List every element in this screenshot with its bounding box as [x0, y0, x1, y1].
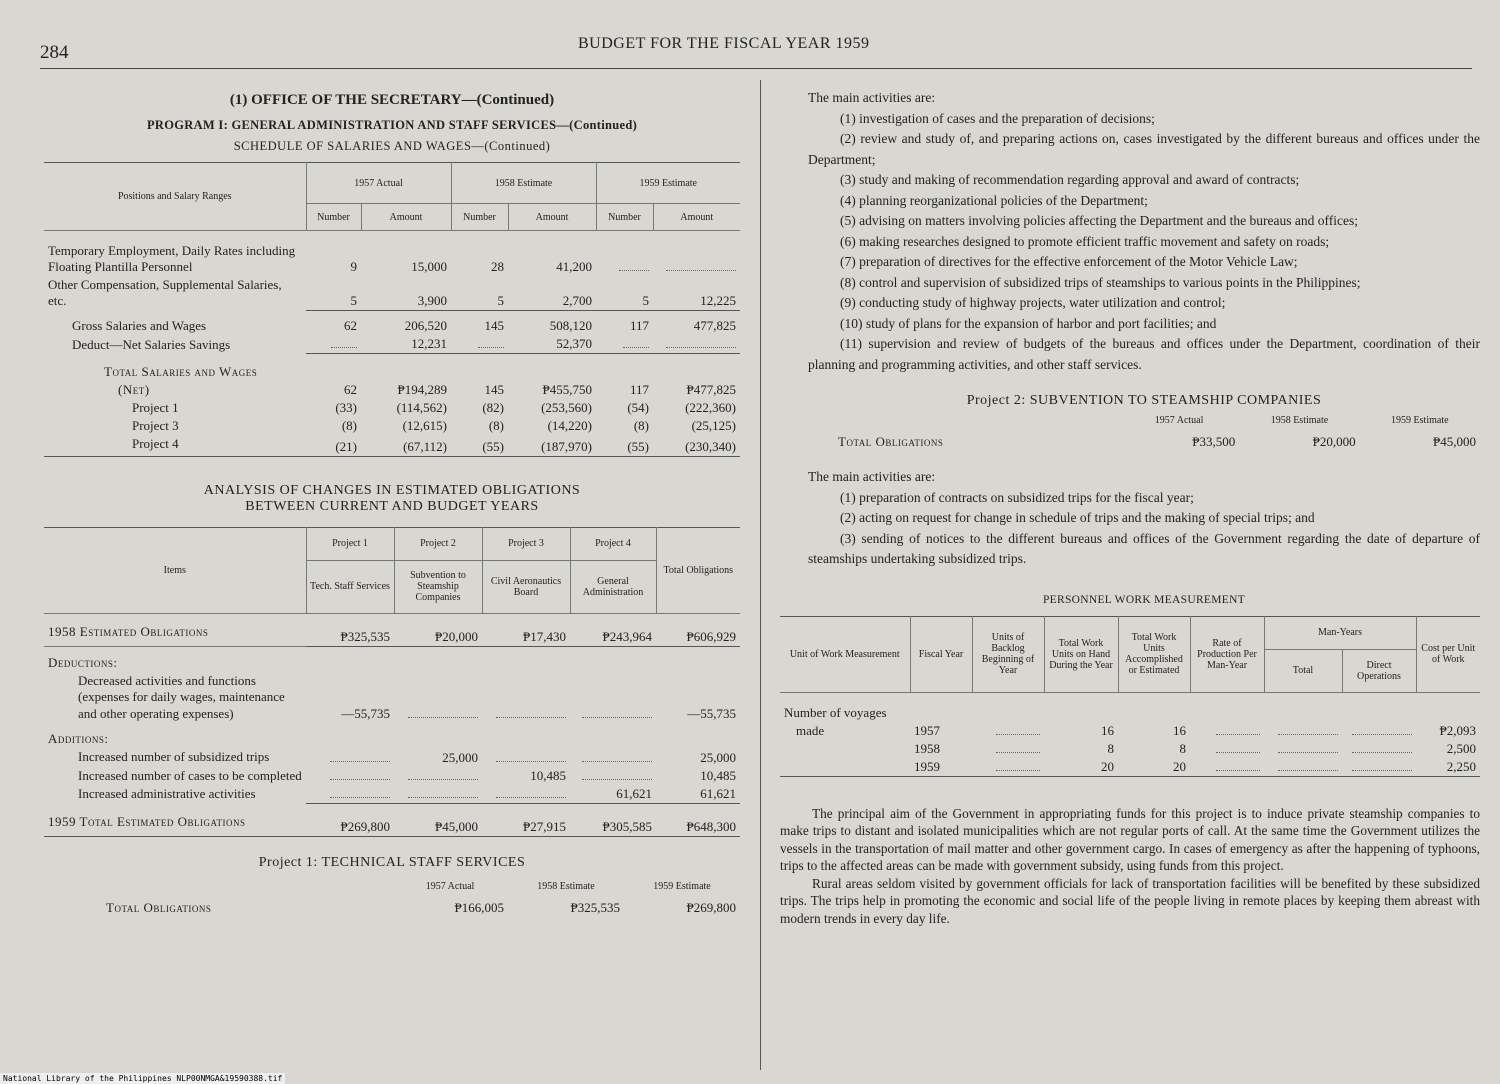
cell: 62 [344, 318, 357, 333]
cell: 8 [1107, 740, 1114, 756]
cell: 20 [1173, 758, 1186, 774]
amount-header: Amount [508, 204, 596, 231]
cell: 15,000 [411, 259, 447, 274]
cell [570, 767, 656, 786]
cell: (82) [482, 399, 504, 415]
cell: 477,825 [693, 318, 736, 333]
cell: 20 [1101, 758, 1114, 774]
cell: 1957 [914, 722, 940, 738]
cell [972, 758, 1044, 777]
project1-table [44, 879, 740, 917]
analysis-table [44, 527, 740, 837]
cell [972, 740, 1044, 758]
right-column [780, 88, 1480, 927]
cell: 16 [1101, 722, 1114, 738]
cell [306, 748, 394, 767]
number-header: Number [306, 204, 361, 231]
activity-item: (3) sending of notices to the different bureaus and offices of the Government regarding the date of departure of steamships undertaking subsidized trips. [808, 530, 1480, 566]
cell: 2,250 [1446, 758, 1476, 774]
table-row [780, 758, 1480, 777]
cell: (67,112) [403, 438, 447, 454]
number-header: Number [451, 204, 508, 231]
cell: ₱606,929 [656, 613, 740, 646]
cell [306, 335, 361, 354]
column-divider [760, 80, 761, 1070]
cell [482, 672, 570, 724]
cell: (222,360) [685, 399, 736, 415]
activity-item: (9) conducting study of highway projects, water utilization and control; [840, 295, 1226, 310]
cell: 1959 [914, 758, 940, 774]
cell: ₱33,500 [1192, 434, 1236, 449]
activity-item: (7) preparation of directives for the effective enforcement of the Motor Vehicle Law; [840, 254, 1298, 269]
page-number: 284 [40, 42, 69, 63]
year-header-1958: 1958 Estimate [451, 163, 596, 204]
cell [972, 722, 1044, 740]
cell: 2,500 [1446, 740, 1476, 756]
activities-intro: The main activities are: [808, 90, 936, 105]
project-header: Project 2 [394, 527, 482, 560]
cell: 16 [1173, 722, 1186, 738]
cell: ₱166,005 [454, 899, 504, 915]
cell [653, 335, 740, 354]
cell: (230,340) [685, 438, 736, 454]
project-header: Project 4 [570, 527, 656, 560]
left-column [44, 92, 740, 917]
row-label: Other Compensation, Supplemental Salaries, etc. [48, 277, 282, 308]
items-header: Items [163, 564, 186, 576]
row-label: Decreased activities and functions (expenses for daily wages, maintenance and other operating expenses) [78, 672, 285, 721]
cell: ₱17,430 [482, 613, 570, 646]
cell [1342, 758, 1416, 777]
cell [1190, 722, 1264, 740]
cell [596, 231, 653, 277]
activity-item: (2) review and study of, and preparing actions on, cases investigated by the different bureaus and offices under the Department; [808, 131, 1480, 167]
row-label: Project 4 [132, 435, 179, 451]
cell [1342, 722, 1416, 740]
salaries-table [44, 162, 740, 457]
activity-item: (5) advising on matters involving policies affecting the Department and the bureaus and offices; [840, 213, 1358, 228]
cell: 5 [451, 276, 508, 310]
cell [1342, 740, 1416, 758]
cell: (55) [482, 438, 504, 454]
activity-item: (11) supervision and review of budgets of the bureaus and offices under the Department, coordination of their planning and programming activities, and other staff services. [808, 336, 1480, 372]
analysis-title: ANALYSIS OF CHANGES IN ESTIMATED OBLIGATIONS [203, 482, 581, 498]
cell [306, 785, 394, 804]
cell [653, 231, 740, 277]
cell [596, 335, 653, 354]
row-label: Deduct—Net Salaries Savings [72, 336, 231, 352]
cell: ₱27,915 [523, 818, 566, 834]
cell [1264, 758, 1342, 777]
total-label-net: (Net) [118, 381, 150, 397]
cell: (8) [633, 417, 649, 433]
total-obligations-header: Total Obligations [656, 527, 740, 613]
cell: ₱477,825 [686, 381, 736, 397]
activities2-block [808, 467, 1480, 570]
cell [394, 767, 482, 786]
cell: 8 [1179, 740, 1186, 756]
cell [1264, 740, 1342, 758]
cell: ₱2,093 [1439, 722, 1476, 738]
cell [394, 672, 482, 724]
cell: 10,485 [530, 768, 566, 783]
cell: 9 [350, 259, 357, 274]
year-header: 1959 Estimate [653, 880, 711, 892]
table-row [780, 740, 1480, 758]
cell: 12,225 [653, 276, 740, 310]
cell [1190, 758, 1264, 777]
table-row [44, 310, 740, 335]
cell: 61,621 [656, 785, 740, 804]
activity-item: (2) acting on request for change in schedule of trips and the making of special trips; and [840, 510, 1315, 525]
table-row [44, 748, 740, 767]
activity-item: (4) planning reorganizational policies of the Department; [840, 192, 1148, 208]
table-row [44, 723, 740, 748]
cell [482, 748, 570, 767]
cell: 62 [344, 381, 357, 397]
pwm-title: PERSONNEL WORK MEASUREMENT [1042, 593, 1246, 606]
cell: ₱45,000 [1433, 434, 1476, 449]
pwm-header: Fiscal Year [910, 616, 972, 692]
cell: 117 [629, 381, 649, 397]
pwm-header: Cost per Unit of Work [1416, 616, 1480, 692]
cell: ₱20,000 [1312, 434, 1356, 449]
row-label: Gross Salaries and Wages [72, 318, 207, 333]
table-row [780, 722, 1480, 740]
deductions-label: Deductions: [48, 654, 118, 670]
row-label: Total Obligations [106, 899, 212, 915]
table-row [44, 672, 740, 724]
cell: 508,120 [549, 318, 592, 333]
cell: (8) [341, 417, 357, 433]
row-label: Increased administrative activities [78, 786, 256, 801]
cell: 1958 [914, 740, 940, 756]
year-header-1957: 1957 Actual [306, 163, 451, 204]
cell: 25,000 [700, 749, 736, 765]
cell: 145 [484, 381, 504, 397]
pwm-header: Total Work Units on Hand During the Year [1044, 616, 1118, 692]
cell: ₱269,800 [686, 899, 736, 915]
cell: 52,370 [508, 335, 596, 354]
cell: 28 [491, 259, 504, 274]
cell: 41,200 [556, 259, 592, 274]
cell: 10,485 [700, 768, 736, 783]
cell [1190, 740, 1264, 758]
row-label: Increased number of subsidized trips [78, 749, 270, 764]
pwm-header: Direct Operations [1342, 649, 1416, 692]
cell: (33) [335, 399, 357, 415]
pwm-header: Rate of Production Per Man-Year [1190, 616, 1264, 692]
cell: ₱243,964 [570, 613, 656, 646]
cell: (55) [627, 438, 649, 454]
row-label: Temporary Employment, Daily Rates including Floating Plantilla Personnel [48, 243, 296, 274]
cell [570, 748, 656, 767]
unit-label: made [796, 722, 825, 738]
project1-title: Project 1: TECHNICAL STAFF SERVICES [258, 854, 526, 870]
cell: 61,621 [570, 785, 656, 804]
additions-label: Additions: [48, 731, 109, 746]
table-row [780, 692, 1480, 722]
table-row [44, 785, 740, 804]
closing-paragraph: The principal aim of the Government in appropriating funds for this project is to induce private steamship companies to make trips to distant and isolated municipalities which are not regular ports of call. At the same time the Government utilizes the vessels in the transportation of mail matter and other government cargo. In cases of emergency as after the happening of typhoons, trips to the affected areas can be made with government subsidy, using funds from this project. [780, 805, 1480, 873]
cell [306, 767, 394, 786]
year-header: 1958 Estimate [1270, 415, 1329, 426]
cell: 117 [629, 318, 649, 333]
table-row [44, 417, 740, 435]
table-row [44, 804, 740, 837]
project2-title: Project 2: SUBVENTION TO STEAMSHIP COMPANIES [966, 393, 1322, 408]
cell: —55,735 [341, 706, 390, 721]
activity-item: (10) study of plans for the expansion of harbor and port facilities; and [840, 315, 1217, 331]
cell: (14,220) [547, 417, 592, 433]
cell: 3,900 [361, 276, 451, 310]
cell: ₱325,535 [570, 899, 620, 915]
amount-header: Amount [361, 204, 451, 231]
row-label: 1959 Total Estimated Obligations [48, 813, 246, 829]
cell [1264, 722, 1342, 740]
table-row [44, 894, 740, 917]
project-header: Project 1 [306, 527, 394, 560]
table-row [44, 276, 740, 310]
cell: 5 [596, 276, 653, 310]
unit-label: Number of voyages [784, 704, 887, 720]
row-label: Project 3 [132, 417, 179, 433]
cell: ₱325,535 [306, 613, 394, 646]
cell: (187,970) [541, 438, 592, 454]
project2-table [808, 413, 1480, 451]
cell [570, 672, 656, 724]
table-row [44, 435, 740, 457]
cell: (253,560) [541, 399, 592, 415]
cell [482, 785, 570, 804]
pwm-header: Total Work Units Accomplished or Estimated [1118, 616, 1190, 692]
cell [394, 785, 482, 804]
closing-block [780, 805, 1480, 928]
project-name: General Administration [570, 560, 656, 613]
cell: ₱194,289 [397, 381, 447, 397]
pwm-header: Total [1264, 649, 1342, 692]
analysis-subtitle: BETWEEN CURRENT AND BUDGET YEARS [245, 498, 539, 514]
activity-item: (8) control and supervision of subsidized trips of steamships to various points in the Philippines; [840, 274, 1361, 290]
project-name: Subvention to Steamship Companies [394, 560, 482, 613]
table-row [44, 399, 740, 417]
cell: (21) [335, 438, 357, 454]
year-header: 1958 Estimate [537, 880, 595, 892]
pwm-table [780, 616, 1480, 777]
cell: (54) [627, 399, 649, 415]
activity-item: (3) study and making of recommendation regarding approval and award of contracts; [840, 172, 1300, 187]
amount-header: Amount [653, 204, 740, 231]
activity-item: (6) making researches designed to promote efficient traffic movement and safety on roads; [840, 233, 1330, 249]
pwm-header: Units of Backlog Beginning of Year [972, 616, 1044, 692]
cell: ₱455,750 [542, 381, 592, 397]
positions-header: Positions and Salary Ranges [44, 163, 306, 231]
cell: ₱269,800 [340, 818, 390, 834]
table-row [808, 428, 1480, 451]
cell: ₱648,300 [686, 818, 736, 834]
scan-footer: National Library of the Philippines NLP00NMGA&19590388.tif [0, 1073, 285, 1084]
header-rule [40, 68, 1472, 69]
row-label: Increased number of cases to be completed [78, 767, 302, 783]
cell: —55,735 [687, 706, 736, 721]
row-label: 1958 Estimated Obligations [48, 623, 209, 639]
cell: (25,125) [691, 417, 736, 433]
cell: 2,700 [508, 276, 596, 310]
cell: 5 [306, 276, 361, 310]
year-header: 1957 Actual [425, 880, 475, 892]
table-row [44, 354, 740, 381]
table-row [44, 381, 740, 399]
cell: 145 [484, 318, 504, 333]
row-label: Project 1 [132, 399, 179, 415]
cell: (8) [488, 417, 504, 433]
row-label: Total Obligations [838, 434, 944, 449]
table-row [44, 335, 740, 354]
total-label: Total Salaries and Wages [104, 363, 258, 379]
schedule-title: SCHEDULE OF SALARIES AND WAGES—(Continued) [233, 139, 551, 153]
cell: ₱305,585 [602, 818, 652, 834]
cell: ₱45,000 [435, 818, 478, 834]
closing-paragraph: Rural areas seldom visited by government officials for lack of transportation facilities will be benefited by these subsidized trips. The trips help in promoting the economic and social life of the people living in remote places by keeping them abreast with modern trends in every day life. [780, 875, 1480, 926]
table-row [44, 613, 740, 646]
cell: 12,231 [361, 335, 451, 354]
project-header: Project 3 [482, 527, 570, 560]
section-title: (1) OFFICE OF THE SECRETARY—(Continued) [229, 92, 555, 108]
program-title: PROGRAM I: GENERAL ADMINISTRATION AND STAFF SERVICES—(Continued) [146, 118, 638, 132]
pwm-header: Man-Years [1264, 616, 1416, 649]
project-name: Civil Aeronautics Board [482, 560, 570, 613]
table-row [44, 231, 740, 277]
activities-block [808, 88, 1480, 375]
year-header: 1957 Actual [1154, 415, 1204, 426]
page-title: BUDGET FOR THE FISCAL YEAR 1959 [578, 35, 870, 52]
cell: ₱20,000 [394, 613, 482, 646]
cell [451, 335, 508, 354]
year-header: 1959 Estimate [1391, 415, 1449, 426]
activity-item: (1) investigation of cases and the preparation of decisions; [840, 110, 1155, 126]
number-header: Number [596, 204, 653, 231]
table-row [44, 767, 740, 786]
cell: (114,562) [396, 399, 447, 415]
pwm-header: Unit of Work Measurement [780, 616, 910, 692]
table-row [44, 646, 740, 672]
cell: 25,000 [442, 749, 478, 765]
activity-item: (1) preparation of contracts on subsidized trips for the fiscal year; [840, 489, 1194, 505]
activities-intro: The main activities are: [808, 469, 936, 484]
cell: 206,520 [404, 318, 447, 333]
project-name: Tech. Staff Services [306, 560, 394, 613]
year-header-1959: 1959 Estimate [596, 163, 740, 204]
cell: (12,615) [402, 417, 447, 433]
